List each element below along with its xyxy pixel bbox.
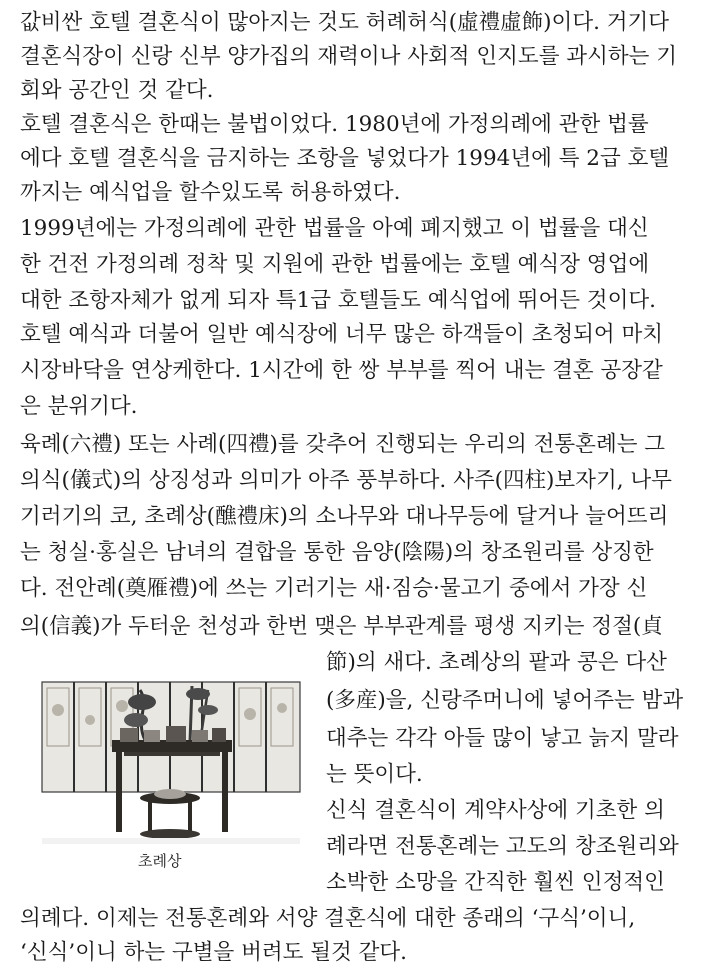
- figure-caption: 초례상: [138, 852, 182, 870]
- text-line-wrapped: 소박한 소망을 간직한 훨씬 인정적인: [326, 870, 665, 895]
- text-line: 한 건전 가정의례 정착 및 지원에 관한 법률에는 호텔 예식장 영업에: [20, 252, 650, 277]
- text-line-wrapped: (多産)을, 신랑주머니에 넣어주는 밤과: [326, 688, 684, 713]
- text-line: 의식(儀式)의 상징성과 의미가 아주 풍부하다. 사주(四柱)보자기, 나무: [20, 468, 672, 493]
- text-line: 는 청실·홍실은 남녀의 결합을 통한 음양(陰陽)의 창조원리를 상징한: [20, 540, 654, 565]
- text-line: 육례(六禮) 또는 사례(四禮)를 갖추어 진행되는 우리의 전통혼례는 그: [20, 432, 666, 457]
- text-line: 의례다. 이제는 전통혼례와 서양 결혼식에 대한 종래의 ‘구식’이니,: [20, 906, 636, 931]
- text-line: 의(信義)가 두터운 천성과 한번 맺은 부부관계를 평생 지키는 정절(貞: [20, 614, 663, 639]
- text-line: 은 분위기다.: [20, 394, 138, 419]
- text-line: 대한 조항자체가 없게 되자 특1급 호텔들도 예식업에 뛰어든 것이다.: [20, 288, 656, 313]
- text-line: 시장바닥을 연상케한다. 1시간에 한 쌍 부부를 찍어 내는 결혼 공장같: [20, 358, 663, 383]
- text-line-wrapped: 節)의 새다. 초례상의 팥과 콩은 다산: [326, 650, 667, 675]
- text-line: 회와 공간인 것 같다.: [20, 78, 214, 103]
- text-line: 결혼식장이 신랑 신부 양가집의 재력이나 사회적 인지도를 과시하는 기: [20, 44, 677, 69]
- text-line-wrapped: 대추는 각각 아들 많이 낳고 늙지 말라: [326, 726, 679, 751]
- text-line-wrapped: 는 뜻이다.: [326, 762, 423, 787]
- text-line: ‘신식’이니 하는 구별을 버려도 될것 같다.: [20, 940, 407, 965]
- small-table: [140, 789, 200, 839]
- text-line: 호텔 결혼식은 한때는 불법이었다. 1980년에 가정의례에 관한 법률: [20, 112, 649, 137]
- text-line: 호텔 예식과 더불어 일반 예식장에 너무 많은 하객들이 초청되어 마치: [20, 322, 664, 347]
- text-line: 에다 호텔 결혼식을 금지하는 조항을 넣었다가 1994년에 특 2급 호텔: [20, 146, 670, 171]
- text-line: 까지는 예식업을 할수있도록 허용하였다.: [20, 180, 401, 205]
- text-line: 1999년에는 가정의례에 관한 법률을 아예 폐지했고 이 법률을 대신: [20, 216, 649, 241]
- text-line: 다. 전안례(奠雁禮)에 쓰는 기러기는 새·짐승·물고기 중에서 가장 신: [20, 576, 648, 601]
- text-line: 값비싼 호텔 결혼식이 많아지는 것도 허례허식(虛禮虛飾)이다. 거기다: [20, 10, 670, 35]
- text-line-wrapped: 례라면 전통혼례는 고도의 창조원리와: [326, 834, 679, 859]
- text-line: 기러기의 코, 초례상(醮禮床)의 소나무와 대나무등에 달거나 늘어뜨리: [20, 504, 669, 529]
- text-line-wrapped: 신식 결혼식이 계약사상에 기초한 의: [326, 798, 665, 823]
